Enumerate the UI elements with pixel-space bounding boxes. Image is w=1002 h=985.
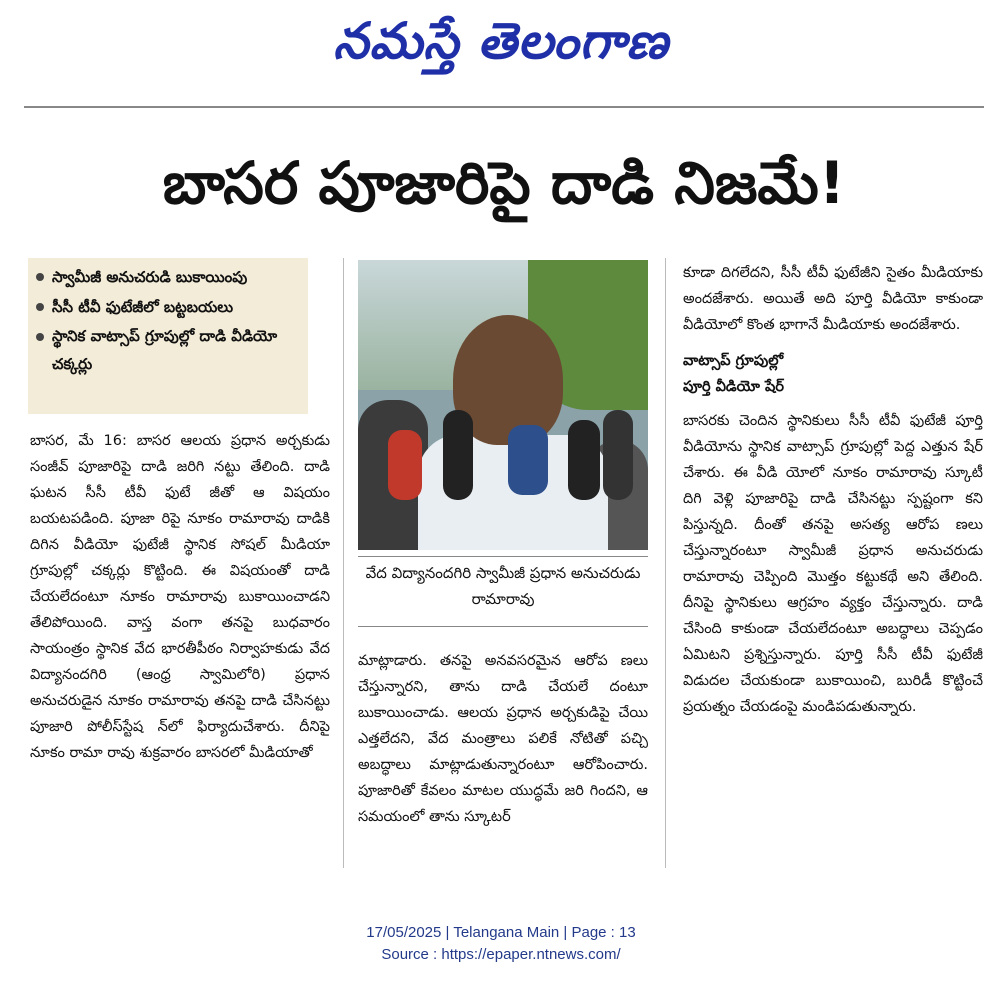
footer-date-line: 17/05/2025 | Telangana Main | Page : 13 <box>366 924 636 941</box>
highlight-item <box>36 262 300 292</box>
highlights-box <box>28 258 308 414</box>
subheading: వాట్సాప్ గ్రూపుల్లో <box>683 353 784 369</box>
bullet-icon <box>36 303 44 311</box>
photo-caption: వేద విద్యానందగిరి స్వామీజీ ప్రధాన అనుచరుడు రామారావు <box>365 564 641 608</box>
article-text: బాసరకు చెందిన స్థానికులు సీసీ టీవీ ఫుటేజీ పూర్తి వీడియోను స్థానిక వాట్సాప్ గ్రూపుల్లో పెద్ద ఎత్తున షేర్ చేశారు. ఈ వీడి యోలో నూకం రామారావు స్కూటీ దిగి వెళ్లి పూజారిపై దాడి చేసినట్టు స్పష్టంగా కని పిస్తున్నది. దీంతో తనపై అసత్య ఆరోప ణలు చేస్తున్నారంటూ స్వామీజీ ప్రధాన అనుచరుడు రామారావు చెప్పింది మొత్తం కట్టుకథే అని తేలింది. దీనిపై స్థానికులు ఆగ్రహం వ్యక్తం చేస్తున్నారు. దాడి చేసింది కాకుండా చేయలేదంటూ అబద్ధాలు చెప్పడం ఏమిటని ప్రశ్నిస్తున్నారు. పూర్తి సీసీ టీవీ ఫుటేజీ విడుదల చేయకుండా బుకాయించి, బురిడీ కొట్టించే ప్రయత్నం చేయడంపై మండిపడుతున్నారు. <box>683 413 983 715</box>
masthead <box>0 0 1002 95</box>
caption-rule-bottom <box>358 626 648 627</box>
footer-source-line: Source : https://epaper.ntnews.com/ <box>381 946 621 963</box>
article-column-3 <box>683 260 983 720</box>
caption-rule <box>358 556 648 557</box>
bullet-icon <box>36 333 44 341</box>
article-column-2 <box>358 648 648 830</box>
headline: బాసర పూజారిపై దాడి నిజమే! <box>162 149 846 217</box>
highlight-text: స్థానిక వాట్సాప్ గ్రూపుల్లో దాడి వీడియో చక్కర్లు <box>52 327 278 373</box>
masthead-title: నమస్తే తెలంగాణ <box>333 12 669 70</box>
bullet-icon <box>36 273 44 281</box>
article-column-1 <box>30 428 330 766</box>
subheading: పూర్తి వీడియో షేర్ <box>683 379 784 395</box>
highlight-item <box>36 322 300 378</box>
article-text: కూడా దిగలేదని, సీసీ టీవీ ఫుటేజీని సైతం మీడియాకు అందజేశారు. అయితే అది పూర్తి వీడియో కాకుండా వీడియోలో కొంత భాగానే మీడియాకు అందజేశారు. <box>683 265 983 333</box>
footer <box>0 922 1002 966</box>
highlight-item <box>36 292 300 322</box>
article-text: మాట్లాడారు. తనపై అనవసరమైన ఆరోప ణలు చేస్తున్నారని, తాను దాడి చేయలే దంటూ బుకాయించాడు. ఆలయ ప్రధాన అర్చకుడిపై చేయి ఎత్తలేదని, వేద మంత్రాలు పలికే నోటితో పచ్చి అబద్ధాలు మాట్లాడుతున్నారంటూ ఆరోపించారు. పూజారితో కేవలం మాటల యుద్ధమే జరి గిందని, ఆ సమయంలో తాను స్కూటర్ <box>358 653 648 825</box>
top-rule <box>24 106 984 108</box>
column-divider <box>665 258 666 868</box>
news-photo <box>358 260 648 550</box>
highlight-text: స్వామీజీ అనుచరుడి బుకాయింపు <box>52 268 248 286</box>
highlight-text: సీసీ టీవీ ఫుటేజీలో బట్టబయలు <box>52 298 234 316</box>
article-text: బాసర, మే 16: బాసర ఆలయ ప్రధాన అర్చకుడు సంజీవ్ పూజారిపై దాడి జరిగి నట్టు తేలింది. దాడి ఘటన సీసీ టీవీ ఫుటే జీతో ఆ విషయం బయటపడింది. పూజా రిపై నూకం రామారావు దాడికి దిగిన వీడియో ఫుటేజీ స్థానిక సోషల్ మీడియా గ్రూపుల్లో చక్కర్లు కొట్టింది. ఈ విషయంతో దాడి చేయలేదంటూ నూకం రామారావు బుకాయించాడని తేలిపోయింది. వాస్త వంగా తనపై బుధవారం సాయంత్రం స్థానిక వేద భారతీపీఠం నిర్వాహకుడు వేద విద్యానందగిరి (ఆంధ్ర స్వామిలోరి) ప్రధాన అనుచరుడైన నూకం రామారావు తనపై దాడి చేసినట్టు పూజారి పోలీస్‌స్టేష న్‌లో ఫిర్యాదుచేశారు. దీనిపై నూకం రామా రావు శుక్రవారం బాసరలో మీడియాతో <box>30 433 330 761</box>
column-divider <box>343 258 344 868</box>
